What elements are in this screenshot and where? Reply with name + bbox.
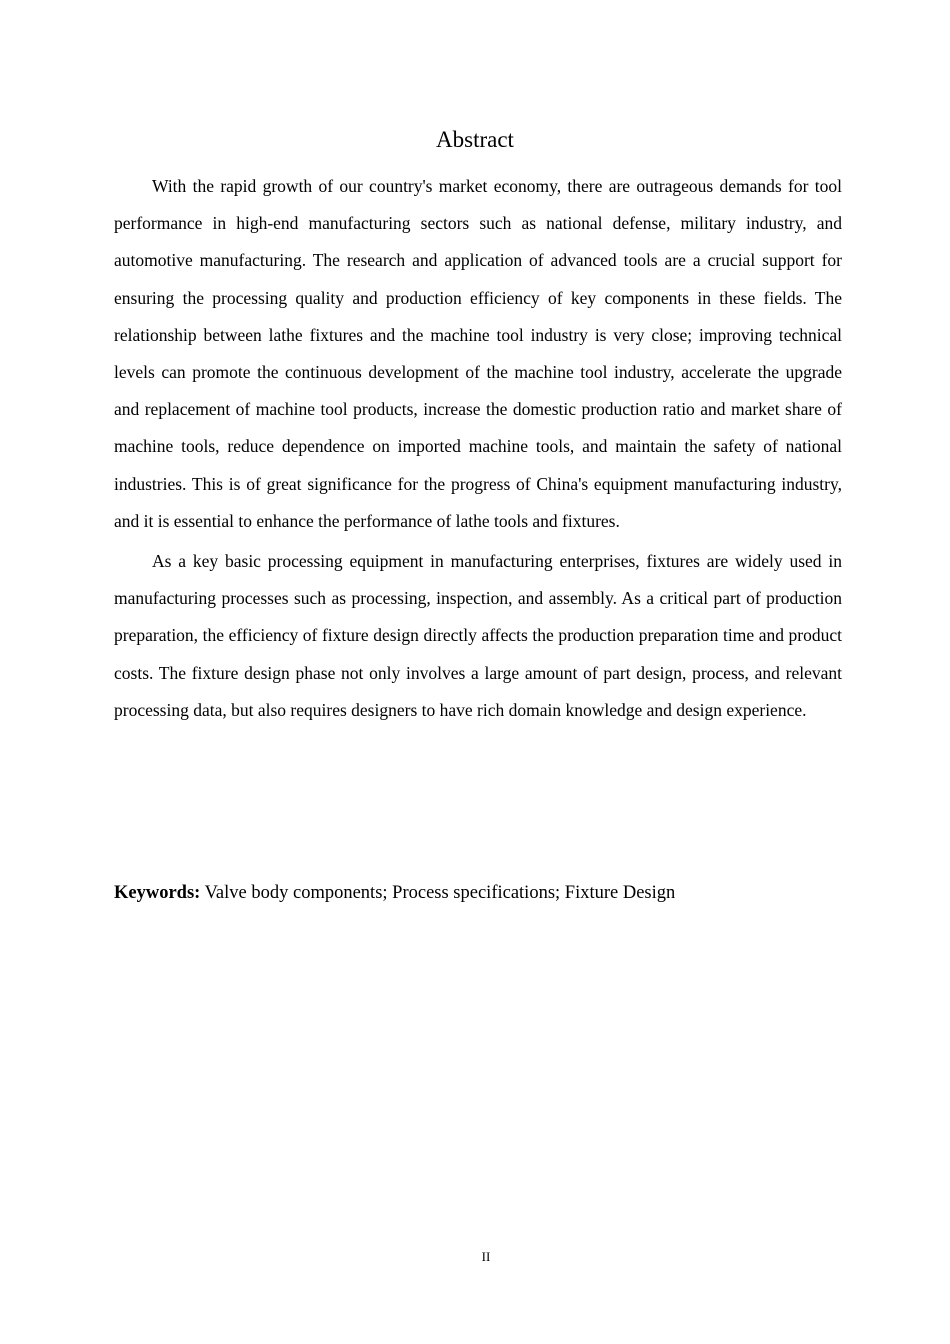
keywords-text: Valve body components; Process specifications; Fixture Design [204, 883, 676, 903]
abstract-body [114, 168, 842, 729]
page-number: II [481, 1249, 491, 1264]
abstract-paragraph-2: As a key basic processing equipment in manufacturing enterprises, fixtures are widely used in manufacturing processes such as processing, inspection, and assembly. As a critical part of production preparation, the efficiency of fixture design directly affects the production preparation time and product costs. The fixture design phase not only involves a large amount of part design, process, and relevant processing data, but also requires designers to have rich domain knowledge and design experience. [114, 551, 842, 720]
keywords-label: Keywords: [114, 883, 201, 903]
abstract-paragraph-1: With the rapid growth of our country's market economy, there are outrageous demands for tool performance in high-end manufacturing sectors such as national defense, military industry, and automotive manufacturing. The research and application of advanced tools are a crucial support for ensuring the processing quality and production efficiency of key components in these fields. The relationship between lathe fixtures and the machine tool industry is very close; improving technical levels can promote the continuous development of the machine tool industry, accelerate the upgrade and replacement of machine tool products, increase the domestic production ratio and market share of machine tools, reduce dependence on imported machine tools, and maintain the safety of national industries. This is of great significance for the progress of China's equipment manufacturing industry, and it is essential to enhance the performance of lathe tools and fixtures. [114, 176, 842, 531]
keywords-line [114, 878, 842, 908]
abstract-title: Abstract [436, 127, 514, 152]
